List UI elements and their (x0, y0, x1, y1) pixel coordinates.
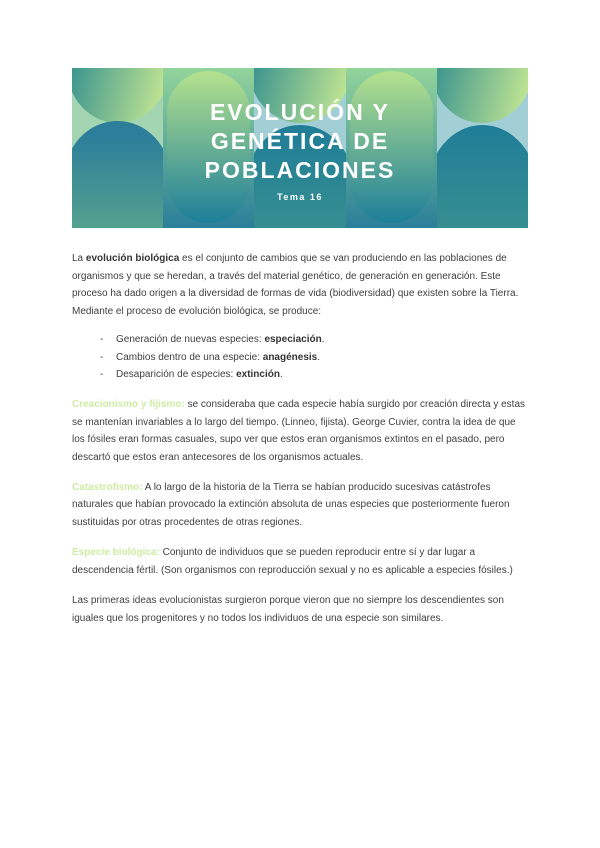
bullet-text: Desaparición de especies: extinción. (116, 369, 283, 381)
section-heading: Creacionismo y fijismo: (72, 398, 185, 410)
section-body: A lo largo de la historia de la Tierra se habían producido sucesivas catástrofes naturales que habían provocado la extinción absoluta de unas especies que posteriormente fueron sustituidas por otras procedentes de otras regiones. (72, 481, 510, 529)
section-body: se consideraba que cada especie había surgido por creación directa y estas se mantenían invariables a lo largo del tiempo. (Linneo, fijista). George Cuvier, contra la idea de que los fósiles eran formas casuales, supo ver que estos eran organismos extintos en el pasado, pero descartó que estos eran antecesores de los organismos actuales. (72, 398, 526, 464)
list-item (72, 349, 530, 367)
closing-paragraph: Las primeras ideas evolucionistas surgieron porque vieron que no siempre los descendientes son iguales que los progenitores y no todos los individuos de una especie son similares. (72, 595, 504, 624)
intro-prefix: La (72, 253, 86, 264)
bullet-text: Generación de nuevas especies: especiación. (116, 333, 325, 345)
list-item (72, 366, 530, 384)
section-body: Conjunto de individuos que se pueden reproducir entre sí y dar lugar a descendencia fértil. (Son organismos con reproducción sexual y no es aplicable a especies fósiles.) (72, 546, 513, 576)
intro-paragraph (72, 250, 530, 303)
section-especie-biologica (72, 544, 530, 579)
bullet-list (72, 331, 530, 384)
intro-bold-term: evolución biológica (85, 253, 180, 264)
page-title-line: GENÉTICA DE (210, 128, 390, 154)
list-item (72, 331, 530, 349)
page-title-line: POBLACIONES (204, 157, 396, 183)
intro-line2: Mediante el proceso de evolución biológica, se produce: (72, 306, 322, 318)
intro-rest: es el conjunto de cambios que se van produciendo en las poblaciones de organismos y que se heredan, a través del material genético, de generación en generación. Este proceso ha dado origen a la diversidad de formas de vida (biodiversidad) que existen sobre la Tierra. (72, 253, 519, 300)
bullet-text: Cambios dentro de una especie: anagénesis. (116, 351, 321, 363)
section-creacionismo (72, 396, 530, 467)
banner-title-block (72, 68, 528, 228)
bullet-dash: - (100, 351, 104, 363)
header-banner (72, 68, 528, 228)
document-body (72, 250, 530, 628)
page-title-line: EVOLUCIÓN Y (209, 99, 391, 125)
section-catastrofismo (72, 479, 530, 532)
bullet-dash: - (100, 333, 104, 345)
section-heading: Especie biológica: (72, 546, 160, 558)
page-subtitle: Tema 16 (277, 192, 323, 202)
section-heading: Catastrofismo: (72, 481, 143, 493)
bullet-dash: - (100, 369, 104, 381)
